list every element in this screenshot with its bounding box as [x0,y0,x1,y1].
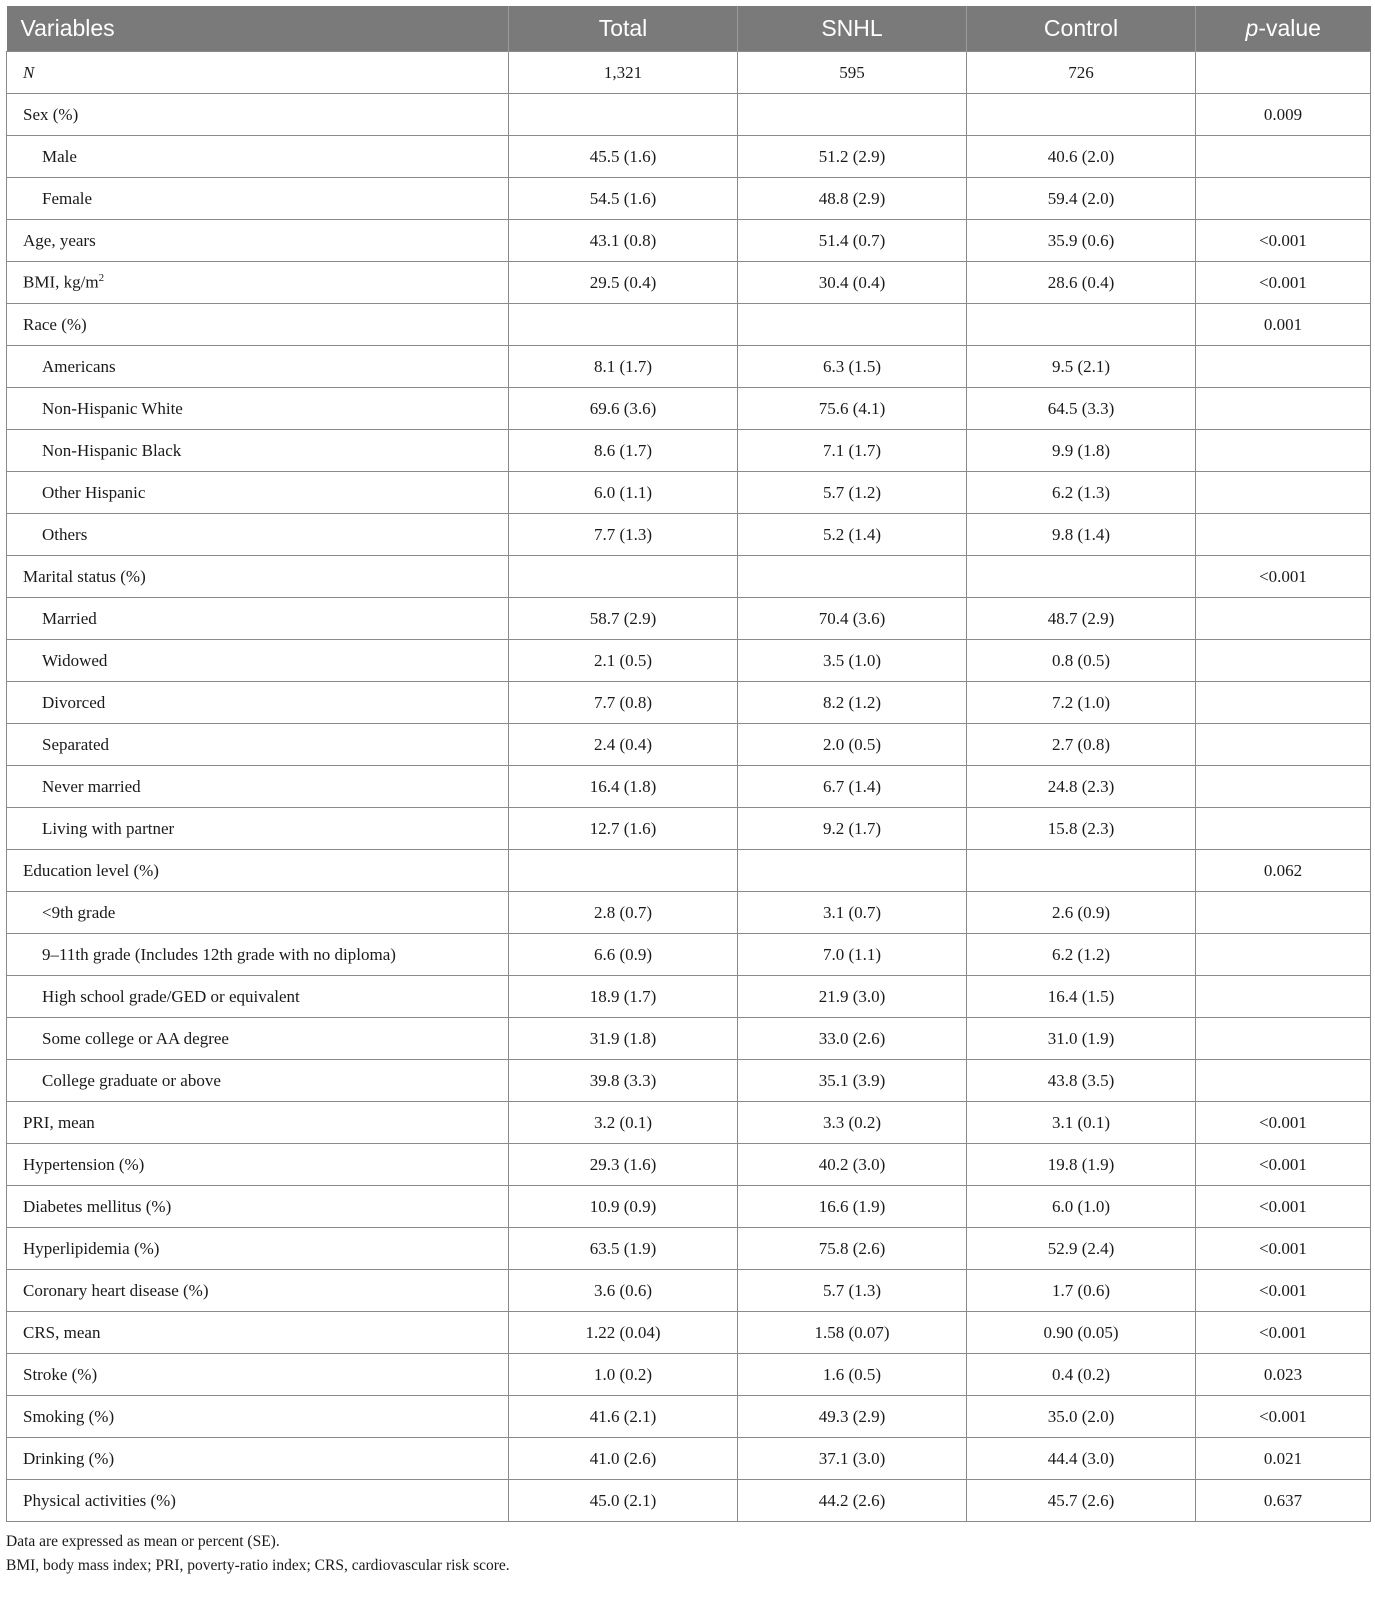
table-row [7,1186,1371,1228]
cell-total: 10.9 (0.9) [509,1186,738,1228]
cell-snhl: 51.4 (0.7) [738,220,967,262]
cell-total: 41.0 (2.6) [509,1438,738,1480]
cell-p-value [1196,808,1371,850]
cell-control: 0.90 (0.05) [967,1312,1196,1354]
row-label-cell [7,976,509,1018]
cell-snhl: 21.9 (3.0) [738,976,967,1018]
cell-total [509,850,738,892]
table-row [7,976,1371,1018]
cell-total: 58.7 (2.9) [509,598,738,640]
cell-p-value: <0.001 [1196,1270,1371,1312]
cell-control: 59.4 (2.0) [967,178,1196,220]
cell-control: 1.7 (0.6) [967,1270,1196,1312]
cell-control: 35.9 (0.6) [967,220,1196,262]
cell-p-value [1196,766,1371,808]
cell-p-value [1196,1018,1371,1060]
cell-p-value [1196,892,1371,934]
table-row [7,556,1371,598]
row-label-cell [7,1144,509,1186]
table-row [7,766,1371,808]
table-row [7,220,1371,262]
cell-total: 2.4 (0.4) [509,724,738,766]
cell-p-value: <0.001 [1196,1186,1371,1228]
table-row [7,640,1371,682]
table-row [7,1312,1371,1354]
cell-snhl: 3.3 (0.2) [738,1102,967,1144]
cell-control: 31.0 (1.9) [967,1018,1196,1060]
row-label-cell [7,850,509,892]
cell-snhl [738,304,967,346]
row-label: Never married [42,776,141,796]
cell-control: 48.7 (2.9) [967,598,1196,640]
cell-snhl: 3.1 (0.7) [738,892,967,934]
row-label: Drinking (%) [23,1448,115,1468]
cell-p-value [1196,724,1371,766]
table-row [7,850,1371,892]
cell-total: 3.6 (0.6) [509,1270,738,1312]
cell-control: 16.4 (1.5) [967,976,1196,1018]
cell-control: 2.7 (0.8) [967,724,1196,766]
cell-control: 726 [967,52,1196,94]
row-label: Male [42,146,77,166]
cell-control: 64.5 (3.3) [967,388,1196,430]
cell-control [967,304,1196,346]
cell-total: 41.6 (2.1) [509,1396,738,1438]
table-container [6,6,1370,1578]
row-label-cell [7,52,509,94]
row-label: <9th grade [42,902,116,922]
cell-total: 6.0 (1.1) [509,472,738,514]
cell-control: 7.2 (1.0) [967,682,1196,724]
header-total: Total [509,6,738,52]
row-label-cell [7,766,509,808]
row-label: Separated [42,734,110,754]
table-body [7,52,1371,1522]
header-variables: Variables [20,15,115,41]
cell-total: 45.0 (2.1) [509,1480,738,1522]
cell-control: 0.4 (0.2) [967,1354,1196,1396]
table-row [7,514,1371,556]
cell-total [509,94,738,136]
row-label: Hyperlipidemia (%) [23,1238,160,1258]
cell-snhl: 70.4 (3.6) [738,598,967,640]
row-label: Race (%) [23,314,87,334]
cell-snhl: 75.8 (2.6) [738,1228,967,1270]
row-label: Smoking (%) [23,1406,115,1426]
cell-p-value [1196,472,1371,514]
cell-p-value [1196,178,1371,220]
cell-total: 39.8 (3.3) [509,1060,738,1102]
table-row [7,934,1371,976]
cell-total: 29.3 (1.6) [509,1144,738,1186]
row-label-cell [7,178,509,220]
cell-snhl: 1.58 (0.07) [738,1312,967,1354]
cell-snhl: 5.2 (1.4) [738,514,967,556]
table-row [7,682,1371,724]
row-label: College graduate or above [42,1070,221,1090]
row-label-cell [7,1438,509,1480]
table-row [7,178,1371,220]
row-label: Female [42,188,93,208]
cell-total: 6.6 (0.9) [509,934,738,976]
cell-control: 40.6 (2.0) [967,136,1196,178]
cell-p-value: <0.001 [1196,1228,1371,1270]
header-control: Control [967,6,1196,52]
cell-p-value [1196,976,1371,1018]
table-row [7,1144,1371,1186]
row-label-cell [7,262,509,304]
row-label-cell [7,430,509,472]
row-label-cell [7,934,509,976]
cell-snhl: 595 [738,52,967,94]
row-label: Age, years [23,230,96,250]
row-label-cell [7,1270,509,1312]
cell-snhl: 6.3 (1.5) [738,346,967,388]
cell-p-value [1196,640,1371,682]
row-label-cell [7,724,509,766]
table-row [7,1060,1371,1102]
table-row [7,598,1371,640]
cell-p-value: <0.001 [1196,1312,1371,1354]
table-row [7,304,1371,346]
cell-p-value [1196,934,1371,976]
cell-total: 69.6 (3.6) [509,388,738,430]
cell-p-value: 0.021 [1196,1438,1371,1480]
cell-p-value: <0.001 [1196,556,1371,598]
cell-total [509,556,738,598]
row-label-cell [7,388,509,430]
cell-control: 52.9 (2.4) [967,1228,1196,1270]
cell-total: 8.6 (1.7) [509,430,738,472]
cell-total: 1,321 [509,52,738,94]
table-row [7,94,1371,136]
cell-snhl: 33.0 (2.6) [738,1018,967,1060]
row-label: Americans [42,356,116,376]
cell-control [967,94,1196,136]
cell-total: 18.9 (1.7) [509,976,738,1018]
row-label: 9–11th grade (Includes 12th grade with no diploma) [42,944,396,964]
cell-p-value [1196,1060,1371,1102]
header-row [7,6,1371,52]
cell-snhl: 9.2 (1.7) [738,808,967,850]
header-p-italic: p [1245,15,1259,41]
cell-p-value: 0.062 [1196,850,1371,892]
cell-control: 9.9 (1.8) [967,430,1196,472]
table-footnotes [6,1530,1370,1578]
cell-snhl: 16.6 (1.9) [738,1186,967,1228]
characteristics-table [6,6,1371,1522]
cell-control: 6.2 (1.2) [967,934,1196,976]
cell-total: 1.22 (0.04) [509,1312,738,1354]
cell-control: 6.0 (1.0) [967,1186,1196,1228]
cell-snhl: 44.2 (2.6) [738,1480,967,1522]
table-row [7,262,1371,304]
cell-p-value: 0.637 [1196,1480,1371,1522]
cell-control: 9.8 (1.4) [967,514,1196,556]
row-label-cell [7,304,509,346]
cell-control: 44.4 (3.0) [967,1438,1196,1480]
row-label-cell [7,472,509,514]
cell-control: 28.6 (0.4) [967,262,1196,304]
cell-snhl: 7.0 (1.1) [738,934,967,976]
table-row [7,1018,1371,1060]
header-p-suffix: -value [1258,15,1321,41]
cell-p-value: <0.001 [1196,220,1371,262]
row-label: Education level (%) [23,860,159,880]
row-label-cell [7,1102,509,1144]
row-label-cell [7,1354,509,1396]
table-row [7,346,1371,388]
footnote-abbreviations: BMI, body mass index; PRI, poverty-ratio index; CRS, cardiovascular risk score. [6,1557,510,1574]
table-row [7,388,1371,430]
cell-total: 7.7 (1.3) [509,514,738,556]
row-label: Diabetes mellitus (%) [23,1196,172,1216]
header-snhl: SNHL [738,6,967,52]
cell-snhl: 40.2 (3.0) [738,1144,967,1186]
cell-snhl: 75.6 (4.1) [738,388,967,430]
cell-p-value: <0.001 [1196,1396,1371,1438]
cell-snhl: 51.2 (2.9) [738,136,967,178]
cell-snhl: 5.7 (1.3) [738,1270,967,1312]
cell-total: 12.7 (1.6) [509,808,738,850]
cell-total: 29.5 (0.4) [509,262,738,304]
cell-snhl: 48.8 (2.9) [738,178,967,220]
cell-snhl: 7.1 (1.7) [738,430,967,472]
row-label-cell [7,136,509,178]
row-label: Divorced [42,692,106,712]
table-row [7,808,1371,850]
cell-total: 7.7 (0.8) [509,682,738,724]
cell-p-value: <0.001 [1196,1102,1371,1144]
cell-control [967,850,1196,892]
row-label-cell [7,94,509,136]
cell-p-value [1196,136,1371,178]
table-row [7,724,1371,766]
cell-total: 54.5 (1.6) [509,178,738,220]
cell-snhl: 5.7 (1.2) [738,472,967,514]
row-label-cell [7,1186,509,1228]
row-label-cell [7,598,509,640]
row-label-cell [7,1480,509,1522]
cell-total: 8.1 (1.7) [509,346,738,388]
table-row [7,430,1371,472]
row-label: Marital status (%) [23,566,146,586]
row-label-cell [7,556,509,598]
cell-p-value: 0.023 [1196,1354,1371,1396]
row-label: N [23,62,35,82]
row-label: Some college or AA degree [42,1028,229,1048]
cell-control: 15.8 (2.3) [967,808,1196,850]
cell-total: 63.5 (1.9) [509,1228,738,1270]
row-label: Widowed [42,650,108,670]
cell-control: 6.2 (1.3) [967,472,1196,514]
cell-control: 43.8 (3.5) [967,1060,1196,1102]
cell-snhl: 3.5 (1.0) [738,640,967,682]
cell-snhl: 37.1 (3.0) [738,1438,967,1480]
table-row [7,52,1371,94]
row-label-cell [7,1312,509,1354]
cell-snhl: 49.3 (2.9) [738,1396,967,1438]
table-row [7,1102,1371,1144]
cell-snhl: 6.7 (1.4) [738,766,967,808]
cell-p-value: <0.001 [1196,1144,1371,1186]
cell-control: 3.1 (0.1) [967,1102,1196,1144]
table-row [7,1228,1371,1270]
row-label: Non-Hispanic White [42,398,183,418]
header-p-value [1196,6,1371,52]
row-label: Physical activities (%) [23,1490,176,1510]
cell-p-value [1196,682,1371,724]
cell-snhl [738,850,967,892]
cell-p-value [1196,514,1371,556]
table-row [7,1480,1371,1522]
cell-total: 43.1 (0.8) [509,220,738,262]
row-label-cell [7,1228,509,1270]
table-row [7,1354,1371,1396]
cell-control: 2.6 (0.9) [967,892,1196,934]
cell-control: 45.7 (2.6) [967,1480,1196,1522]
cell-p-value: 0.009 [1196,94,1371,136]
cell-total: 45.5 (1.6) [509,136,738,178]
row-label-cell [7,808,509,850]
cell-control: 35.0 (2.0) [967,1396,1196,1438]
cell-total: 2.8 (0.7) [509,892,738,934]
cell-p-value [1196,430,1371,472]
footnote-data-expression: Data are expressed as mean or percent (SE). [6,1533,280,1550]
cell-total [509,304,738,346]
cell-control [967,556,1196,598]
row-label: BMI, kg/m [23,272,99,292]
cell-p-value [1196,52,1371,94]
row-label: Living with partner [42,818,175,838]
cell-snhl: 35.1 (3.9) [738,1060,967,1102]
row-label-superscript: 2 [98,272,105,285]
row-label: CRS, mean [23,1322,101,1342]
row-label-cell [7,682,509,724]
table-row [7,1270,1371,1312]
cell-total: 1.0 (0.2) [509,1354,738,1396]
cell-total: 16.4 (1.8) [509,766,738,808]
table-row [7,1438,1371,1480]
cell-snhl: 8.2 (1.2) [738,682,967,724]
row-label-cell [7,514,509,556]
row-label: Sex (%) [23,104,79,124]
row-label-cell [7,892,509,934]
cell-control: 24.8 (2.3) [967,766,1196,808]
cell-snhl: 30.4 (0.4) [738,262,967,304]
row-label: Stroke (%) [23,1364,98,1384]
cell-control: 9.5 (2.1) [967,346,1196,388]
cell-snhl: 2.0 (0.5) [738,724,967,766]
cell-total: 31.9 (1.8) [509,1018,738,1060]
row-label-cell [7,346,509,388]
table-header [7,6,1371,52]
cell-control: 19.8 (1.9) [967,1144,1196,1186]
cell-total: 3.2 (0.1) [509,1102,738,1144]
row-label: Non-Hispanic Black [42,440,182,460]
cell-snhl: 1.6 (0.5) [738,1354,967,1396]
row-label-cell [7,1060,509,1102]
table-row [7,136,1371,178]
row-label: Married [42,608,97,628]
row-label: Others [42,524,88,544]
row-label-cell [7,220,509,262]
cell-snhl [738,94,967,136]
cell-p-value: <0.001 [1196,262,1371,304]
row-label-cell [7,640,509,682]
cell-total: 2.1 (0.5) [509,640,738,682]
cell-p-value [1196,388,1371,430]
cell-p-value [1196,346,1371,388]
table-row [7,1396,1371,1438]
row-label: Hypertension (%) [23,1154,145,1174]
row-label-cell [7,1396,509,1438]
table-row [7,892,1371,934]
row-label: Coronary heart disease (%) [23,1280,209,1300]
row-label-cell [7,1018,509,1060]
row-label: PRI, mean [23,1112,95,1132]
cell-snhl [738,556,967,598]
cell-p-value [1196,598,1371,640]
table-row [7,472,1371,514]
cell-p-value: 0.001 [1196,304,1371,346]
row-label: High school grade/GED or equivalent [42,986,300,1006]
cell-control: 0.8 (0.5) [967,640,1196,682]
row-label: Other Hispanic [42,482,146,502]
